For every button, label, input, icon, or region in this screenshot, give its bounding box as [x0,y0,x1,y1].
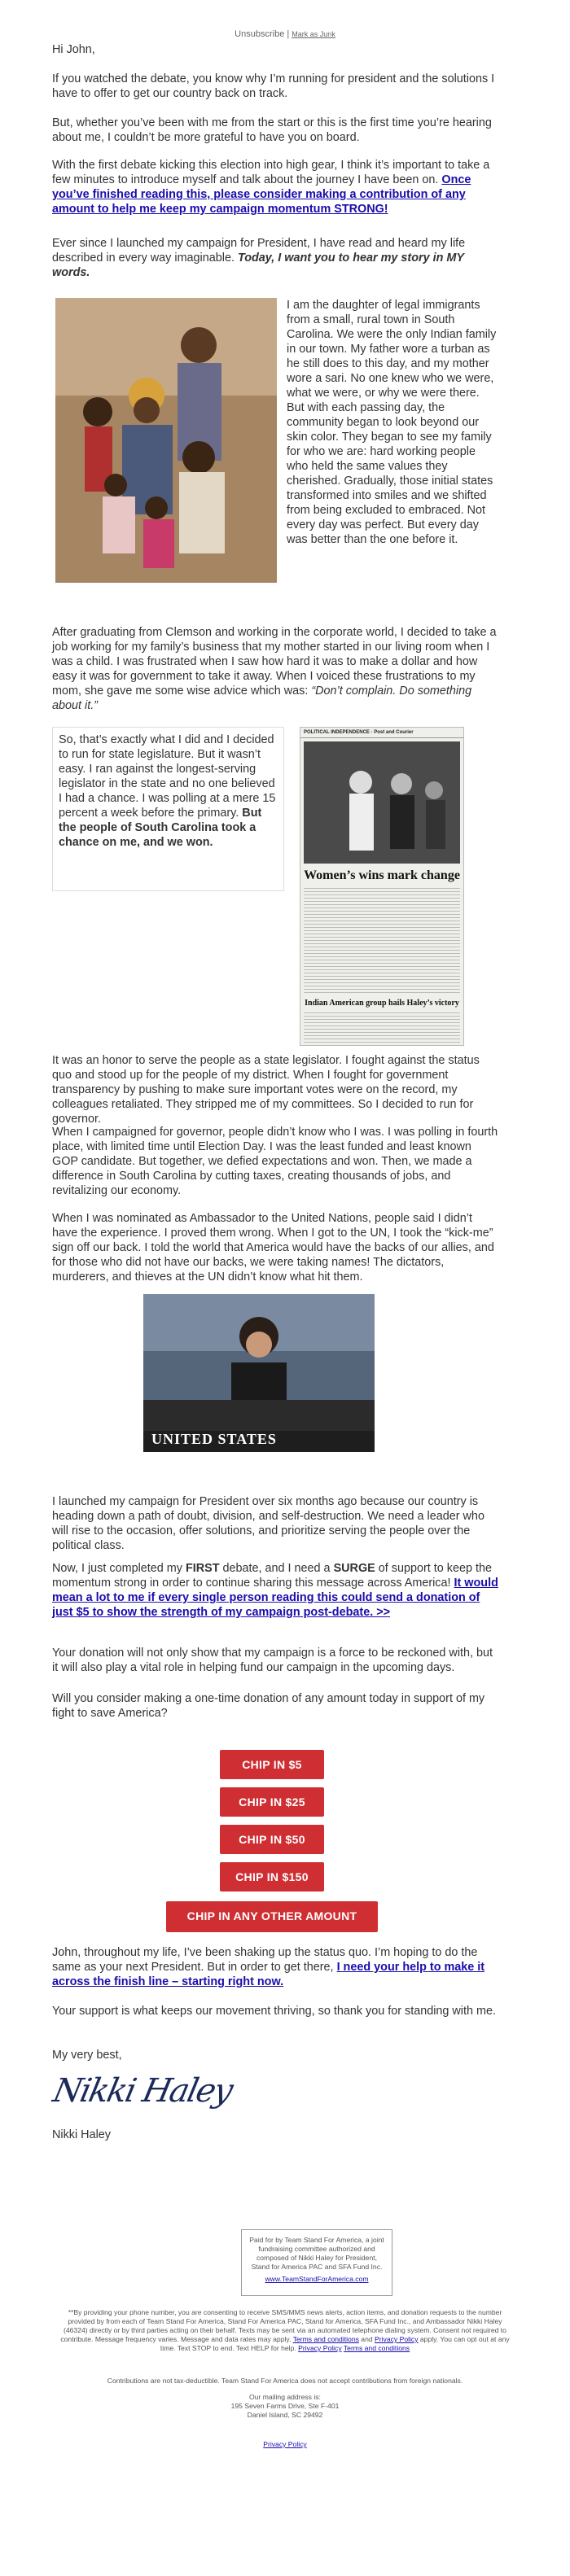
clipping-dateline: Post and Courier [374,730,414,735]
paragraph-governor: When I campaigned for governor, people didn’t know who I was. I was polling in fourth place, with limited time until Election Day. I was the least funded and least known GOP candidate. But together, we defied expectations and won. Then, we made a difference in South Carolina by cutting taxes, creating thousands of jobs, and revitalizing our economy. [52,1126,498,1197]
un-sign: UNITED STATES [151,1431,277,1447]
paragraph-legislator: It was an honor to serve the people as a state legislator. I fought against the status quo and stood up for the people of my district. When I fought for government transparency by pushing to make sure important votes were on the record, my colleagues retaliated. They stripped me of my committees. So I decided to run for governor. [52,1054,480,1126]
story-intro-emphasis: Today, I want you to hear my story in MY words. [52,251,464,279]
paragraph-grateful: But, whether you’ve been with me from the start or this is the first time you’re hearing about me, I couldn’t be more grateful to have you on board. [52,116,492,144]
paragraph-ambassador: When I was nominated as Ambassador to the United Nations, people said I didn’t have the experience. I proved them wrong. When I got to the UN, I took the “kick-me” sign off our back. I told the world that America would have the backs of our allies, and for those who did not have our backs, we were taking names! The dictators, murderers, and thieves at the UN didn’t know what hit them. [52,1212,494,1284]
footer-privacy-link[interactable]: Privacy Policy [263,2440,307,2448]
story-upbringing: I am the daughter of legal immigrants from a small, rural town in South Carolina. We were the only Indian family in our town. My father wore a turban as he still does to this day, and my mother wore a sari. No one knew who we were, what we were, or why we were there. But with each passing day, the community began to look beyond our skin color. They began to see my family for who we are: hard working people who held the same values they cherished. Gradually, those initial states transformed into smiles and we shifted from being excluded to embraced. Not every day was perfect. But every day was better than the one before it. [287,299,497,546]
chip-in-25-button[interactable]: CHIP IN $25 [220,1787,324,1817]
paragraph-intro [52,158,498,216]
un-photo-illustration [143,1294,375,1452]
chip-in-other-amount-button[interactable]: CHIP IN ANY OTHER AMOUNT [166,1901,378,1932]
surge-text-a: Now, I just completed my [52,1562,186,1575]
disclaimer-end: apply. You can opt out at any time. Text STOP to end. Text HELP for help. [160,2335,510,2352]
mark-as-junk-link[interactable]: Mark as Junk [292,30,335,38]
paid-for-link[interactable]: www.TeamStandForAmerica.com [265,2275,369,2283]
intro-donate-link[interactable]: Once you’ve finished reading this, please consider making a contribution of any amount to help me keep my campaign momentum STRONG! [52,173,471,216]
clipping-footer-columns [304,1012,460,1046]
surge-text-b: debate, and I need a [219,1562,334,1575]
story-intro-text: Ever since I launched my campaign for President, I have read and heard my life described in every way imaginable. [52,237,466,265]
closing: My very best, [52,2049,122,2062]
surge-text-c: of support to keep the momentum strong in order to continue sharing this message across America! [52,1562,492,1590]
career-quote: “Don’t complain. Do something about it.” [52,684,472,712]
surge-donate-link[interactable]: It would mean a lot to me if every single person reading this could send a donation of just $5 to show the strength of my campaign post-debate. >> [52,1577,498,1619]
family-photo [55,298,277,583]
paid-for-text: Paid for by Team Stand For America, a joint fundraising committee authorized and composed of Nikki Haley for President, Stand for America PAC and SFA Fund Inc. [249,2236,384,2271]
terms-link[interactable]: Terms and conditions [292,2335,359,2343]
paragraph-debate-surge [52,1561,498,1620]
mailing-label: Our mailing address is: [249,2393,321,2401]
clipping-headline: Women’s wins mark change [304,868,460,882]
address-line-2: Daniel Island, SC 29492 [247,2411,323,2419]
chip-in-5-button[interactable]: CHIP IN $5 [220,1750,324,1779]
paragraph-debate: If you watched the debate, you know why I’m running for president and the solutions I have to offer to get our country back on track. [52,72,495,100]
clipping-photo [304,741,460,864]
terms-link-2[interactable]: Terms and conditions [343,2344,410,2352]
clipping-columns [304,888,460,994]
story-legislature [59,733,278,850]
un-photo [143,1294,375,1452]
paid-for-box [241,2229,392,2296]
paragraph-ask: Will you consider making a one-time donation of any amount today in support of my fight to save America? [52,1692,485,1720]
paragraph-story-intro [52,236,498,280]
sms-disclaimer [59,2308,511,2353]
career-text: After graduating from Clemson and working in the corporate world, I decided to take a job working for my family’s business that my mother started in our living room when I was a child. I was frustrated when I saw how hard it was to make a dollar and how easy it was for government to take it away. When I voiced these frustrations to my mom, she gave me some wise advice which was: [52,626,497,698]
paragraph-thanks: Your support is what keeps our movement thriving, so thank you for standing with me. [52,2005,496,2018]
privacy-link-2[interactable]: Privacy Policy [298,2344,342,2352]
status-quo-text: John, throughout my life, I’ve been shaking up the status quo. I’m hoping to do the same as your next President. But in order to get there, [52,1946,478,1974]
paragraph-status-quo [52,1945,498,1989]
top-links [0,29,570,39]
address-line-1: 195 Seven Farms Drive, Ste F-401 [230,2402,340,2410]
unsubscribe-link[interactable]: Unsubscribe [235,29,285,39]
chip-in-50-button[interactable]: CHIP IN $50 [220,1825,324,1854]
clipping-tag: POLITICAL INDEPENDENCE [304,730,370,735]
privacy-link[interactable]: Privacy Policy [375,2335,419,2343]
paragraph-campaign: I launched my campaign for President over six months ago because our country is heading down a path of doubt, division, and self-destruction. We need a leader who will rise to the occasion, offer solutions, and prioritize serving the people over the political class. [52,1495,484,1552]
surge-first: FIRST [185,1562,220,1575]
legislature-bold: But the people of South Carolina took a chance on me, and we won. [59,807,262,849]
surge-word: SURGE [333,1562,375,1575]
separator: | [287,29,290,39]
family-photo-illustration [55,298,277,583]
disclaimer-and: and [358,2335,375,2343]
paragraph-donation-impact: Your donation will not only show that my campaign is a force to be reckoned with, but it will also play a vital role in helping fund our campaign in the upcoming days. [52,1647,493,1674]
contributions-note: Contributions are not tax-deductible. Team Stand For America does not accept contributions from foreign nationals. [107,2377,463,2385]
newspaper-clipping: POLITICAL INDEPENDENCE · Post and Courier Women’s wins mark change Indian American group hails Haley’s victory [300,727,464,1046]
signature-image: Nikki Haley [50,2072,235,2110]
finish-line-link[interactable]: I need your help to make it across the finish line – starting right now. [52,1961,485,1988]
clipping-photo-illustration [304,741,460,864]
chip-in-150-button[interactable]: CHIP IN $150 [220,1862,324,1892]
intro-text: With the first debate kicking this election into high gear, I think it’s important to take a few minutes to introduce myself and talk about the journey I have been on. [52,159,490,186]
greeting: Hi John, [52,43,95,56]
clipping-subhead: Indian American group hails Haley’s victory [305,999,459,1008]
signer-name: Nikki Haley [52,2128,111,2141]
paragraph-career [52,625,498,713]
legislature-text: So, that’s exactly what I did and I decided to run for state legislature. But it wasn’t easy. I ran against the longest-serving legislator in the state and no one believed I had a chance. I was polling at a mere 15 percent a week before the primary. [59,733,276,820]
disclaimer-text: **By providing your phone number, you are consenting to receive SMS/MMS news alerts, action items, and donation requests to the number provided by from each of Team Stand For America, Stand For America PAC, Stand for America, SFA Fund Inc., and Ambassador Nikki Haley (46324) directly or by third parties acting on their behalf. Texts may be sent via an automated telephone dialing system. Consent not required to contribute. Message frequency varies. Message and data rates may apply. [60,2308,506,2343]
